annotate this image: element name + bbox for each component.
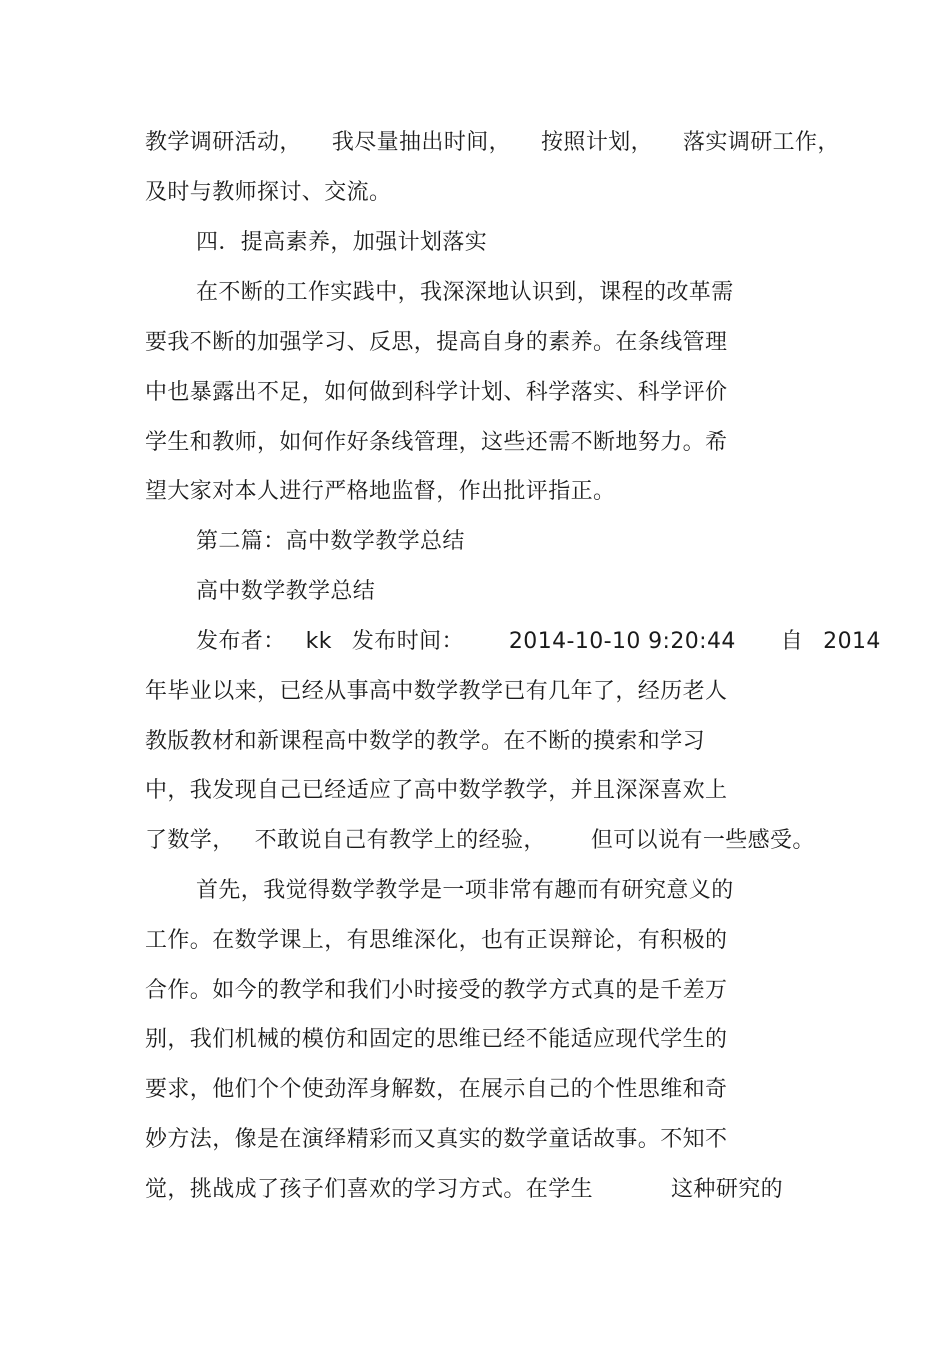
text-segment: 落实调研工作， xyxy=(683,130,840,155)
paragraph-line: 及时与教师探讨、交流。 xyxy=(145,180,392,205)
text-segment: 我尽量抽出时间， xyxy=(331,130,512,155)
paragraph-line: 中，我发现自己已经适应了高中数学教学，并且深深喜欢上 xyxy=(145,778,728,803)
text-segment: 自 xyxy=(780,629,804,654)
paragraph-line: 别，我们机械的模仿和固定的思维已经不能适应现代学生的 xyxy=(145,1027,728,1052)
text-segment: 但可以说有一些感受。 xyxy=(590,828,815,853)
section-heading: 四．提高素养，加强计划落实 xyxy=(196,230,488,255)
paragraph-line: 中也暴露出不足，如何做到科学计划、科学落实、科学评价 xyxy=(145,380,728,405)
paragraph-line: 望大家对本人进行严格地监督，作出批评指正。 xyxy=(145,479,616,504)
author-label: 发布者： xyxy=(196,629,286,654)
article-meta xyxy=(196,627,881,657)
text-segment: 2014 xyxy=(823,629,881,654)
text-segment: 不敢说自己有教学上的经验， xyxy=(254,828,546,853)
text-segment: 教学调研活动， xyxy=(145,130,302,155)
paragraph-line xyxy=(145,826,815,856)
paragraph-line: 在不断的工作实践中，我深深地认识到，课程的改革需 xyxy=(196,280,734,305)
paragraph-line: 年毕业以来，已经从事高中数学教学已有几年了，经历老人 xyxy=(145,679,728,704)
text-segment: 按照计划， xyxy=(541,130,654,155)
text-segment: 了数学， xyxy=(145,828,235,853)
publish-time: 2014-10-10 9:20:44 xyxy=(508,629,736,654)
paragraph-line: 首先，我觉得数学教学是一项非常有趣而有研究意义的 xyxy=(196,878,734,903)
paragraph-line: 妙方法，像是在演绎精彩而又真实的数学童话故事。不知不 xyxy=(145,1127,728,1152)
part-heading: 第二篇：高中数学教学总结 xyxy=(196,529,465,554)
text-segment: 这种研究的 xyxy=(671,1177,784,1202)
time-label: 发布时间： xyxy=(351,629,464,654)
author-name: kk xyxy=(305,629,332,654)
paragraph-line: 教版教材和新课程高中数学的教学。在不断的摸索和学习 xyxy=(145,729,706,754)
text-segment: 觉，挑战成了孩子们喜欢的学习方式。在学生 xyxy=(145,1177,594,1202)
paragraph-line xyxy=(145,128,840,158)
paragraph-line: 要求，他们个个使劲浑身解数，在展示自己的个性思维和奇 xyxy=(145,1077,728,1102)
paragraph-line: 学生和教师，如何作好条线管理，这些还需不断地努力。希 xyxy=(145,430,728,455)
article-title: 高中数学教学总结 xyxy=(196,579,376,604)
paragraph-line: 工作。在数学课上，有思维深化，也有正误辩论，有积极的 xyxy=(145,928,728,953)
paragraph-line xyxy=(145,1175,783,1205)
paragraph-line: 合作。如今的教学和我们小时接受的教学方式真的是千差万 xyxy=(145,978,728,1003)
paragraph-line: 要我不断的加强学习、反思，提高自身的素养。在条线管理 xyxy=(145,330,728,355)
